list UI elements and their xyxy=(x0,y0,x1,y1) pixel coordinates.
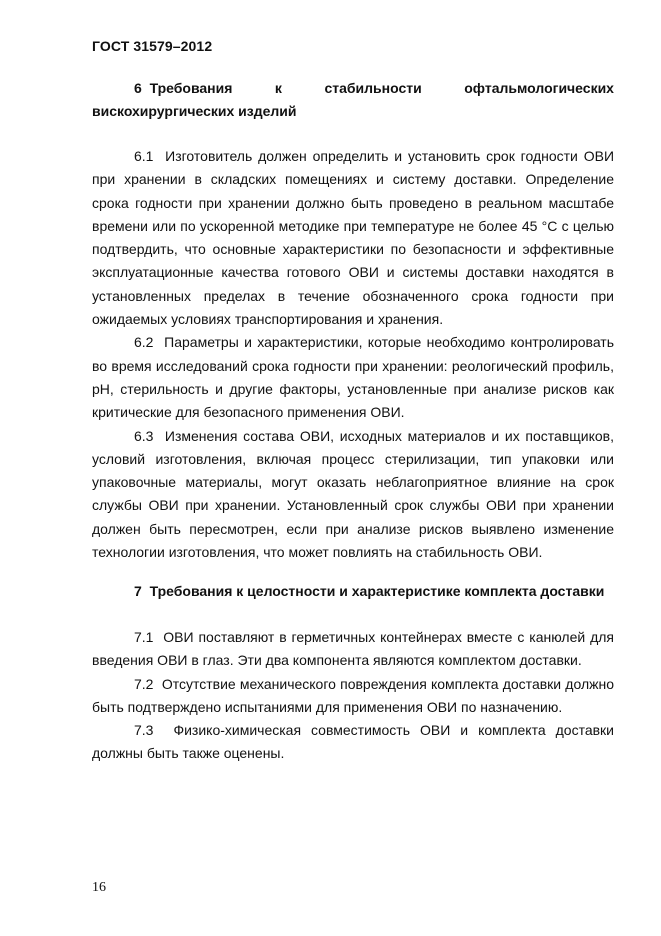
paragraph-number: 6.3 xyxy=(134,427,154,444)
paragraph-6-1 xyxy=(92,145,614,331)
section-6-heading-word: стабильности xyxy=(324,80,422,96)
section-7-heading-text: Требования к целостности и характеристике комплекта доставки xyxy=(149,583,605,599)
paragraph-text: Физико-химическая совместимость ОВИ и комплекта доставки должны быть также оценены. xyxy=(92,722,614,762)
section-7-body xyxy=(92,626,614,766)
section-6-heading xyxy=(92,77,614,124)
section-6-heading-line-1 xyxy=(92,77,614,100)
paragraph-text: Параметры и характеристики, которые необходимо контролировать во время исследований срока годности при хранении: реологический профиль, рН, стерильность и другие факторы, установленные при анализе рисков как критические для безопасного применения ОВИ. xyxy=(92,334,615,421)
paragraph-number: 7.3 xyxy=(134,722,154,739)
paragraph-text: ОВИ поставляют в герметичных контейнерах вместе с канюлей для введения ОВИ в глаз. Эти два компонента являются комплектом доставки. xyxy=(92,629,614,669)
paragraph-6-3 xyxy=(92,425,614,565)
section-7-number: 7 xyxy=(134,583,142,599)
paragraph-7-3 xyxy=(92,719,614,766)
section-6-number: 6 xyxy=(134,80,142,96)
paragraph-number: 7.2 xyxy=(134,675,154,692)
section-6-heading-word: офтальмологических xyxy=(464,80,614,96)
page-number: 16 xyxy=(92,880,106,895)
paragraph-text: Изготовитель должен определить и установить срок годности ОВИ при хранении в складских помещениях и систему доставки. Определение срока годности при хранении должно быть проведено в реальном масштабе времени или по ускоренной методике при температуре не более 45 °С с целью подтвердить, что основные характеристики по безопасности и эффективные эксплуатационные качества готового ОВИ и системы доставки находятся в установленных пределах в течение обозначенного срока годности при ожидаемых условиях транспортирования и хранения. xyxy=(92,148,615,328)
paragraph-6-2 xyxy=(92,331,614,424)
paragraph-7-1 xyxy=(92,626,614,673)
section-6-heading-line-2: вискохирургических изделий xyxy=(92,103,297,120)
paragraph-number: 6.1 xyxy=(134,148,154,164)
section-7-heading xyxy=(92,580,614,603)
document-standard-code: ГОСТ 31579–2012 xyxy=(92,38,213,54)
section-6-heading-word: к xyxy=(274,80,282,96)
paragraph-text: Изменения состава ОВИ, исходных материалов и их поставщиков, условий изготовления, включая процесс стерилизации, тип упаковки или упаковочные материалы, могут оказать неблагоприятное влияние на срок службы ОВИ при хранении. Установленный срок службы ОВИ при хранении должен быть пересмотрен, если при анализе рисков выявлено изменение технологии изготовления, что может повлиять на стабильность ОВИ. xyxy=(92,427,615,561)
paragraph-number: 6.2 xyxy=(134,334,154,351)
section-6-heading-part xyxy=(134,77,232,100)
section-6-heading-word: Требования xyxy=(149,80,233,96)
paragraph-text: Отсутствие механического повреждения комплекта доставки должно быть подтверждено испытаниями для применения ОВИ по назначению. xyxy=(92,675,615,715)
section-6-body xyxy=(92,145,614,564)
paragraph-7-2 xyxy=(92,673,614,720)
paragraph-number: 7.1 xyxy=(134,629,154,645)
